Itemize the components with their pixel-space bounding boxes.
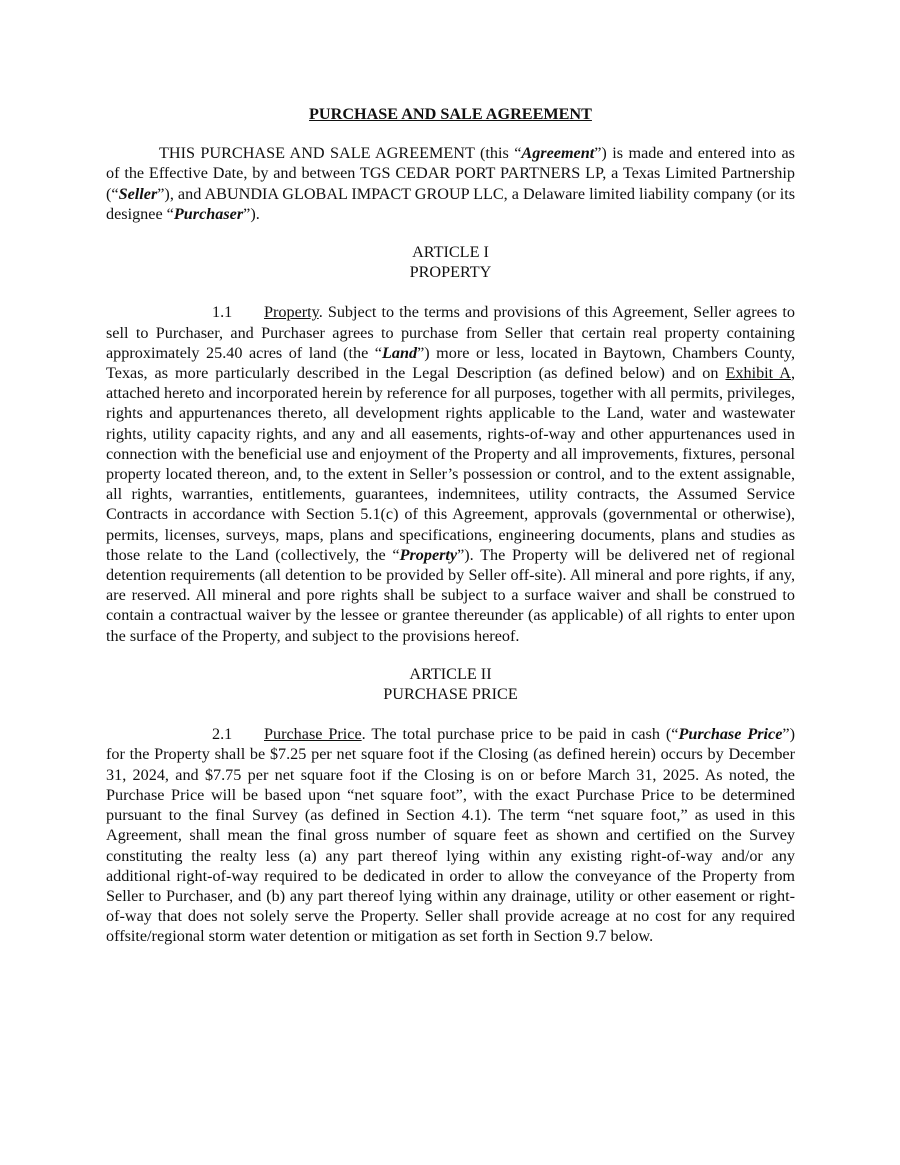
article-2-title: PURCHASE PRICE (383, 685, 518, 704)
article-2-heading (106, 664, 795, 704)
document-page (106, 104, 795, 947)
section-1-1-number: 1.1 (212, 303, 233, 322)
defined-term-purchase-price: Purchase Price (678, 725, 783, 744)
article-1-heading (106, 242, 795, 282)
defined-term-seller: Seller (118, 184, 158, 203)
section-2-1-number: 2.1 (212, 725, 233, 744)
defined-term-purchaser: Purchaser (173, 204, 244, 223)
intro-paragraph (106, 143, 795, 224)
section-1-1-text-2: ”) more or less, located in Baytown, Chambers County, Texas, as more particularly described in the Legal Description (as defined below) and on (106, 343, 795, 383)
exhibit-a-reference: Exhibit A (725, 364, 791, 383)
defined-term-land: Land (381, 343, 418, 362)
section-2-1-text-1: . The total purchase price to be paid in cash (“ (361, 725, 679, 744)
defined-term-property: Property (399, 545, 458, 564)
document-title: PURCHASE AND SALE AGREEMENT (309, 105, 592, 123)
section-1-1-caption: Property (264, 303, 319, 322)
section-1-1 (106, 302, 795, 645)
section-2-1-caption: Purchase Price (264, 725, 362, 744)
intro-text-3: ”), and ABUNDIA GLOBAL IMPACT GROUP LLC, a Delaware limited liability company (or its designee “ (106, 184, 795, 223)
defined-term-agreement: Agreement (521, 144, 595, 163)
article-2-number: ARTICLE II (409, 664, 492, 683)
article-1-title: PROPERTY (409, 263, 492, 282)
article-1-number: ARTICLE I (412, 243, 489, 262)
section-2-1-text-2: ”) for the Property shall be $7.25 per net square foot if the Closing (as defined herein) occurs by December 31, 2024, and $7.75 per net square foot if the Closing is on or before March 31, 2025. As noted, the Purchase Price will be based upon “net square foot”, with the exact Purchase Price to be determined pursuant to the final Survey (as defined in Section 4.1). The term “net square foot,” as used in this Agreement, shall mean the final gross number of square feet as shown and certified on the Survey constituting the realty less (a) any part thereof lying within any existing right-of-way and/or any additional right-of-way required to be dedicated in order to allow the conveyance of the Property from Seller to Purchaser, and (b) any part thereof lying within any drainage, utility or other easement or right-of-way that does not solely serve the Property. Seller shall provide acreage at no cost for any required offsite/regional storm water detention or mitigation as set forth in Section 9.7 below. (106, 725, 795, 946)
section-2-1 (106, 724, 795, 946)
intro-text-1: THIS PURCHASE AND SALE AGREEMENT (this “ (159, 144, 522, 163)
intro-text-4: ”). (243, 204, 260, 223)
section-1-1-text-3: , attached hereto and incorporated herein by reference for all purposes, together with all permits, privileges, rights and appurtenances thereto, all development rights applicable to the Land, water and wastewater rights, utility capacity rights, and any and all easements, rights-of-way and other appurtenances used in connection with the beneficial use and enjoyment of the Property and all improvements, fixtures, personal property located thereon, and, to the extent in Seller’s possession or control, and to the extent assignable, all rights, warranties, entitlements, guarantees, indemnitees, utility contracts, the Assumed Service Contracts in accordance with Section 5.1(c) of this Agreement, approvals (governmental or otherwise), permits, licenses, surveys, maps, plans and specifications, engineering documents, plans and studies as those relate to the Land (collectively, the “ (106, 364, 795, 564)
section-1-1-text-4: ”). The Property will be delivered net of regional detention requirements (all detention to be provided by Seller off-site). All mineral and pore rights, if any, are reserved. All mineral and pore rights shall be subject to a surface waiver and shall be construed to contain a contractual waiver by the lessee or grantee thereunder (as applicable) of all rights to enter upon the surface of the Property, and subject to the provisions hereof. (106, 545, 795, 645)
intro-text-2: ”) is made and entered into as of the Effective Date, by and between TGS CEDAR PORT PARTNERS LP, a Texas Limited Partnership (“ (106, 144, 795, 203)
section-1-1-text-1: . Subject to the terms and provisions of this Agreement, Seller agrees to sell to Purchaser, and Purchaser agrees to purchase from Seller that certain real property containing approximately 25.40 acres of land (the “ (106, 303, 795, 362)
